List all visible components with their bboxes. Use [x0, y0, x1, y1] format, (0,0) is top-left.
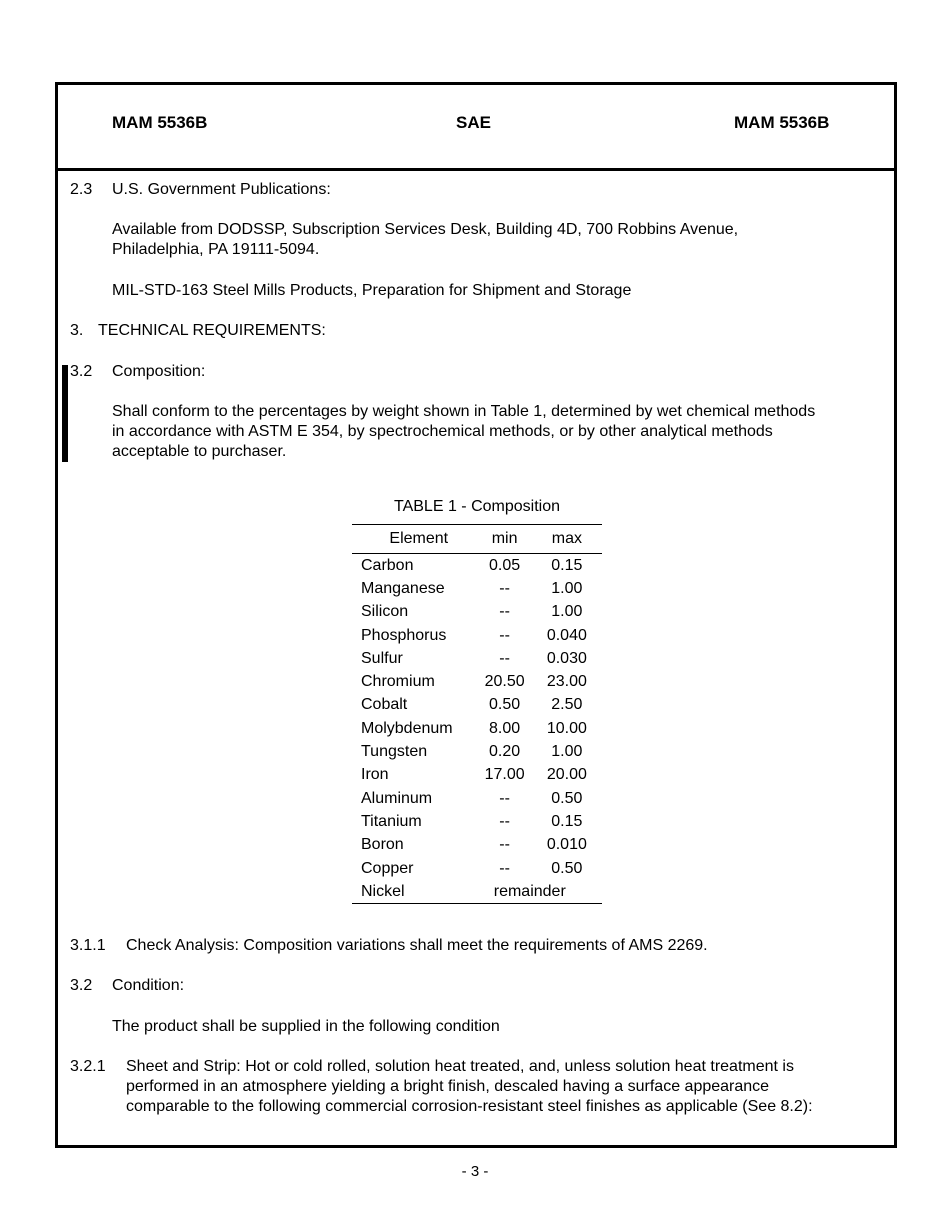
- table-row: [352, 810, 602, 833]
- column-header-element: Element: [389, 530, 449, 547]
- table-row: [352, 624, 602, 647]
- cell-min: --: [499, 812, 510, 830]
- cell-min: 0.50: [489, 696, 521, 714]
- section-3-2-para-line: Shall conform to the percentages by weight shown in Table 1, determined by wet chemical methods: [112, 403, 816, 420]
- section-2-3-para-line: Available from DODSSP, Subscription Services Desk, Building 4D, 700 Robbins Avenue,: [112, 221, 739, 238]
- cell-min: --: [499, 579, 510, 597]
- cell-element: Manganese: [361, 579, 445, 597]
- cell-min: 8.00: [489, 719, 521, 737]
- section-3-2-condition-para: The product shall be supplied in the following condition: [112, 1018, 500, 1035]
- section-3-title: TECHNICAL REQUIREMENTS:: [98, 322, 326, 339]
- section-2-3-reference: MIL-STD-163 Steel Mills Products, Preparation for Shipment and Storage: [112, 282, 632, 299]
- cell-max: 1.00: [551, 579, 583, 597]
- section-3-2-1-line: performed in an atmosphere yielding a bright finish, descaled having a surface appearance: [126, 1078, 770, 1095]
- table-header-row: [352, 525, 602, 554]
- section-3-2-condition-number: 3.2: [70, 977, 93, 994]
- cell-max: 1.00: [551, 603, 583, 621]
- section-3-2-number: 3.2: [70, 363, 93, 380]
- cell-min: --: [499, 789, 510, 807]
- cell-max: 0.030: [546, 649, 587, 667]
- page-header: [58, 85, 894, 171]
- table-row: [352, 670, 602, 693]
- section-3-2-para-line: in accordance with ASTM E 354, by spectrochemical methods, or by other analytical methods: [112, 423, 773, 440]
- cell-min: --: [499, 649, 510, 667]
- cell-element: Chromium: [361, 673, 435, 691]
- table-row: [352, 880, 602, 904]
- cell-min: --: [499, 603, 510, 621]
- table-row: [352, 601, 602, 624]
- section-2-3-number: 2.3: [70, 181, 93, 198]
- cell-element: Molybdenum: [361, 719, 453, 737]
- section-3-number: 3.: [70, 322, 84, 339]
- cell-element: Aluminum: [361, 789, 433, 807]
- header-doc-id-right: MAM 5536B: [734, 113, 830, 132]
- cell-element: Phosphorus: [361, 626, 447, 644]
- table-row: [352, 787, 602, 810]
- cell-min: 20.50: [484, 673, 525, 691]
- cell-element: Copper: [361, 859, 414, 877]
- cell-max: 23.00: [546, 673, 587, 691]
- section-2-3-para-line: Philadelphia, PA 19111-5094.: [112, 241, 320, 258]
- cell-element: Boron: [361, 836, 404, 854]
- page-frame: [55, 82, 897, 1148]
- cell-remainder: remainder: [493, 882, 566, 900]
- table-row: [352, 647, 602, 670]
- cell-element: Carbon: [361, 556, 414, 574]
- cell-min: 0.20: [489, 743, 521, 761]
- table-row: [352, 554, 602, 578]
- cell-element: Sulfur: [361, 649, 403, 667]
- cell-min: 0.05: [489, 556, 521, 574]
- table-row: [352, 717, 602, 740]
- cell-max: 0.040: [546, 626, 587, 644]
- section-3-2-title: Composition:: [112, 363, 206, 380]
- cell-element: Cobalt: [361, 696, 408, 714]
- revision-bar: [62, 365, 68, 462]
- cell-max: 0.50: [551, 859, 583, 877]
- header-org: SAE: [456, 113, 491, 132]
- table-row: [352, 857, 602, 880]
- section-2-3-title: U.S. Government Publications:: [112, 181, 331, 198]
- cell-min: --: [499, 626, 510, 644]
- cell-element: Silicon: [361, 603, 409, 621]
- section-3-1-1-text: Check Analysis: Composition variations shall meet the requirements of AMS 2269.: [126, 937, 708, 954]
- cell-min: --: [499, 836, 510, 854]
- cell-max: 0.50: [551, 789, 583, 807]
- section-3-2-1-line: comparable to the following commercial corrosion-resistant steel finishes as applicable (See 8.2):: [126, 1098, 813, 1115]
- table-caption: TABLE 1 - Composition: [394, 498, 560, 515]
- section-3-2-condition-title: Condition:: [112, 977, 185, 994]
- header-doc-id-left: MAM 5536B: [112, 113, 208, 132]
- cell-max: 1.00: [551, 743, 583, 761]
- table-row: [352, 694, 602, 717]
- column-header-max: max: [551, 530, 582, 547]
- cell-max: 0.15: [551, 556, 583, 574]
- cell-max: 20.00: [546, 766, 587, 784]
- cell-max: 2.50: [551, 696, 583, 714]
- section-3-2-1-line: Sheet and Strip: Hot or cold rolled, solution heat treated, and, unless solution heat treatment is: [126, 1058, 794, 1075]
- composition-table-block: [352, 497, 602, 904]
- column-header-min: min: [491, 530, 518, 547]
- cell-min: --: [499, 859, 510, 877]
- section-3-2-para-line: acceptable to purchaser.: [112, 443, 287, 460]
- table-row: [352, 764, 602, 787]
- composition-table: [352, 524, 602, 904]
- section-3-1-1-number: 3.1.1: [70, 937, 106, 954]
- cell-max: 0.010: [546, 836, 587, 854]
- cell-element: Titanium: [361, 812, 422, 830]
- cell-min: 17.00: [484, 766, 525, 784]
- cell-element: Tungsten: [361, 743, 428, 761]
- table-row: [352, 834, 602, 857]
- cell-element: Iron: [361, 766, 389, 784]
- section-3-2-1-number: 3.2.1: [70, 1058, 106, 1075]
- table-row: [352, 740, 602, 763]
- cell-max: 0.15: [551, 812, 583, 830]
- page-number: - 3 -: [461, 1163, 489, 1180]
- table-row: [352, 577, 602, 600]
- cell-element: Nickel: [361, 882, 405, 900]
- cell-max: 10.00: [546, 719, 587, 737]
